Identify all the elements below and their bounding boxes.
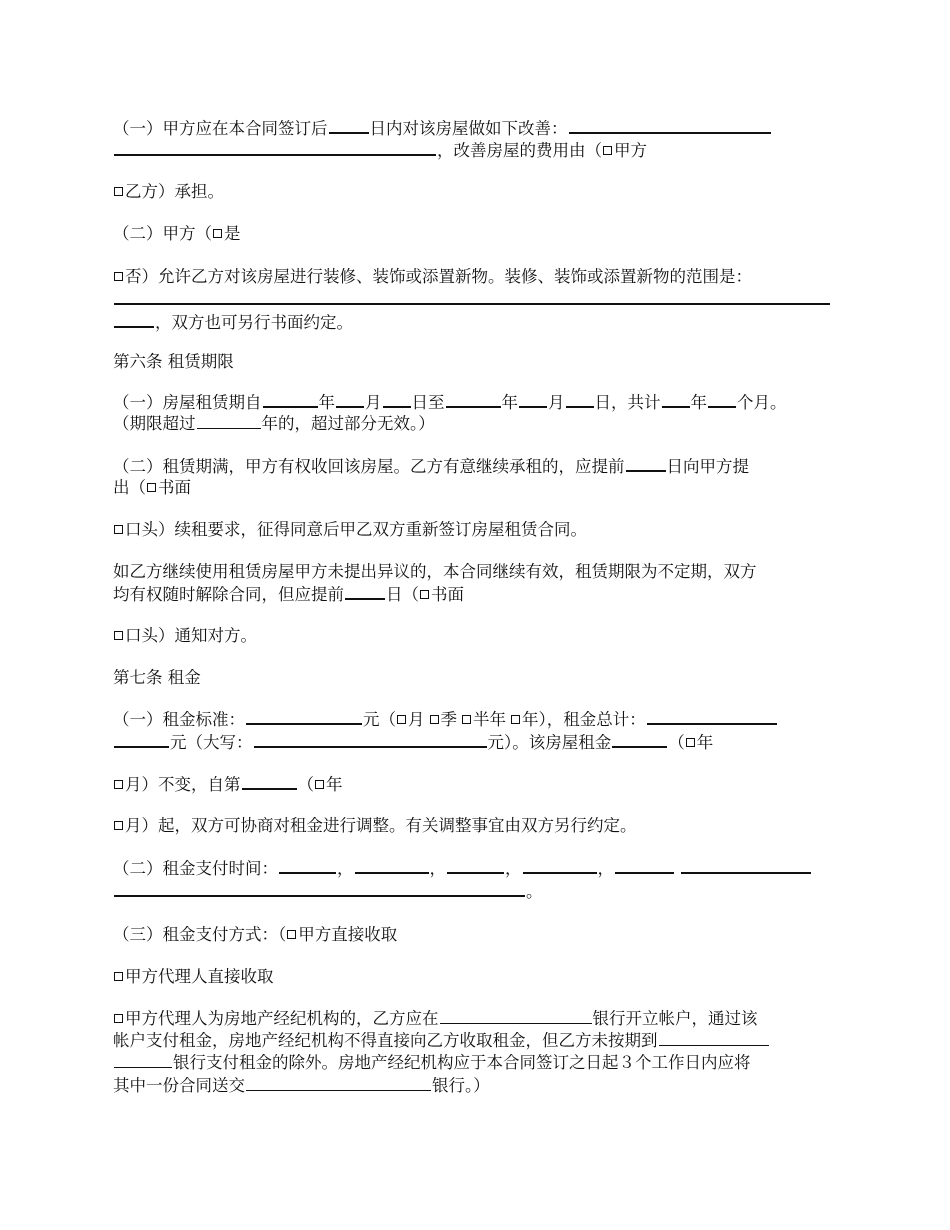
days-blank[interactable] — [329, 117, 369, 134]
checkbox-party-b[interactable] — [114, 187, 123, 196]
total-months-blank[interactable] — [708, 391, 736, 408]
renewal-line2: 出（ 书面 — [113, 478, 191, 497]
clause-decoration-line3 — [113, 288, 831, 311]
lease-term-line1: （一）房屋租赁期自 年 月 日至 年 月 日，共计 年 个月。 — [113, 393, 787, 412]
checkbox-landlord-direct[interactable] — [287, 930, 296, 939]
end-year-blank[interactable] — [446, 391, 501, 408]
end-month-blank[interactable] — [519, 391, 547, 408]
checkbox-notice-oral[interactable] — [114, 631, 123, 640]
bank-account-blank[interactable] — [440, 1008, 592, 1024]
clause-improvement-line2: ，改善房屋的费用由（ 甲方 — [113, 139, 647, 162]
payment-method-line6: 其中一份合同送交 银行。） — [113, 1076, 490, 1095]
decoration-scope-blank-1[interactable] — [114, 288, 830, 305]
checkbox-fixed-month[interactable] — [114, 780, 123, 789]
clause-decoration-line2: 否）允许乙方对该房屋进行装修、装饰或添置新物。装修、装饰或添置新物的范围是： — [113, 266, 752, 288]
payment-method-line3: 甲方代理人为房地产经纪机构的，乙方应在 银行开立帐户，通过该 — [113, 1008, 758, 1030]
decoration-scope-blank-2[interactable] — [114, 311, 154, 328]
rent-capital-blank[interactable] — [254, 731, 487, 748]
clause-decoration-line1: （二）甲方（ 是 — [113, 224, 241, 243]
renewal-line1: （二）租赁期满，甲方有权收回该房屋。乙方有意继续承租的，应提前 日向甲方提 — [113, 457, 749, 476]
payment-method-line5: 银行支付租金的除外。房地产经纪机构应于本合同签订之日起３个工作日内应将 — [113, 1052, 751, 1074]
rent-standard-line4: 月）起，双方可协商对租金进行调整。有关调整事宜由双方另行约定。 — [113, 815, 637, 837]
checkbox-no[interactable] — [114, 272, 123, 281]
checkbox-oral[interactable] — [114, 525, 123, 534]
bank-name-blank-3[interactable] — [246, 1075, 431, 1091]
clause-decoration-line4: ，双方也可另行书面约定。 — [113, 311, 353, 334]
renewal-days-blank[interactable] — [626, 455, 666, 472]
start-day-blank[interactable] — [383, 391, 411, 408]
rent-total-blank-2[interactable] — [114, 731, 169, 748]
checkbox-adjust-year[interactable] — [315, 780, 324, 789]
rent-total-blank[interactable] — [647, 708, 777, 725]
rent-standard-blank[interactable] — [246, 708, 362, 725]
adjust-from-blank[interactable] — [242, 773, 297, 790]
checkbox-agent-direct[interactable] — [114, 972, 123, 981]
checkbox-half-year[interactable] — [462, 715, 471, 724]
pay-time-blank-1[interactable] — [279, 857, 336, 874]
checkbox-adjust-month[interactable] — [114, 821, 123, 830]
pay-time-blank-7[interactable] — [114, 880, 525, 897]
rent-standard-line1: （一）租金标准： 元（ 月 季 半年 年），租金总计： — [113, 708, 778, 731]
max-years-blank[interactable] — [197, 413, 261, 429]
rent-fixed-period-blank[interactable] — [612, 731, 667, 748]
rent-standard-line2: 元（大写： 元）。该房屋租金 （ 年 — [113, 731, 713, 754]
pay-time-blank-2[interactable] — [355, 857, 429, 874]
checkbox-yes[interactable] — [213, 229, 222, 238]
indefinite-term-line1: 如乙方继续使用租赁房屋甲方未提出异议的，本合同继续有效，租赁期限为不定期，双方 — [113, 562, 757, 581]
improvement-blank-2[interactable] — [114, 139, 436, 156]
pay-time-blank-5[interactable] — [615, 857, 674, 874]
indefinite-term-line2: 均有权随时解除合同，但应提前 日（ 书面 — [113, 585, 464, 604]
start-year-blank[interactable] — [263, 391, 318, 408]
payment-method-line1: （三）租金支付方式：（ 甲方直接收取 — [113, 925, 398, 944]
article-7-title: 第七条 租金 — [113, 668, 201, 687]
article-6-title: 第六条 租赁期限 — [113, 352, 234, 371]
end-day-blank[interactable] — [566, 391, 594, 408]
start-month-blank[interactable] — [336, 391, 364, 408]
indefinite-term-line3: 口头）通知对方。 — [113, 625, 257, 647]
bank-name-blank-1[interactable] — [659, 1030, 769, 1046]
rent-standard-line3: 月）不变，自第 （ 年 — [113, 773, 343, 796]
checkbox-fixed-year[interactable] — [686, 738, 695, 747]
bank-name-blank-2[interactable] — [114, 1052, 172, 1068]
checkbox-notice-written[interactable] — [420, 590, 429, 599]
pay-time-blank-6[interactable] — [681, 857, 811, 874]
improvement-blank-1[interactable] — [569, 117, 771, 134]
checkbox-agent-agency[interactable] — [114, 1014, 123, 1023]
checkbox-yearly[interactable] — [511, 715, 520, 724]
checkbox-party-a[interactable] — [603, 146, 612, 155]
notice-days-blank[interactable] — [345, 583, 385, 600]
payment-time-line1: （二）租金支付时间： ， ， ， ， — [113, 857, 812, 880]
payment-method-line2: 甲方代理人直接收取 — [113, 966, 274, 988]
checkbox-monthly[interactable] — [397, 715, 406, 724]
checkbox-quarterly[interactable] — [430, 715, 439, 724]
pay-time-blank-3[interactable] — [447, 857, 504, 874]
lease-term-line2: （期限超过 年的，超过部分无效。） — [113, 414, 435, 433]
clause-improvement-line3: 乙方）承担。 — [113, 181, 224, 203]
total-years-blank[interactable] — [662, 391, 690, 408]
payment-method-line4: 帐户支付租金，房地产经纪机构不得直接向乙方收取租金，但乙方未按期到 — [113, 1030, 770, 1052]
checkbox-written[interactable] — [147, 483, 156, 492]
renewal-line3: 口头）续租要求，征得同意后甲乙双方重新签订房屋租赁合同。 — [113, 519, 587, 541]
pay-time-blank-4[interactable] — [523, 857, 597, 874]
payment-time-line2: 。 — [113, 880, 543, 903]
clause-improvement-line1: （一）甲方应在本合同签订后 日内对该房屋做如下改善： — [113, 117, 772, 140]
